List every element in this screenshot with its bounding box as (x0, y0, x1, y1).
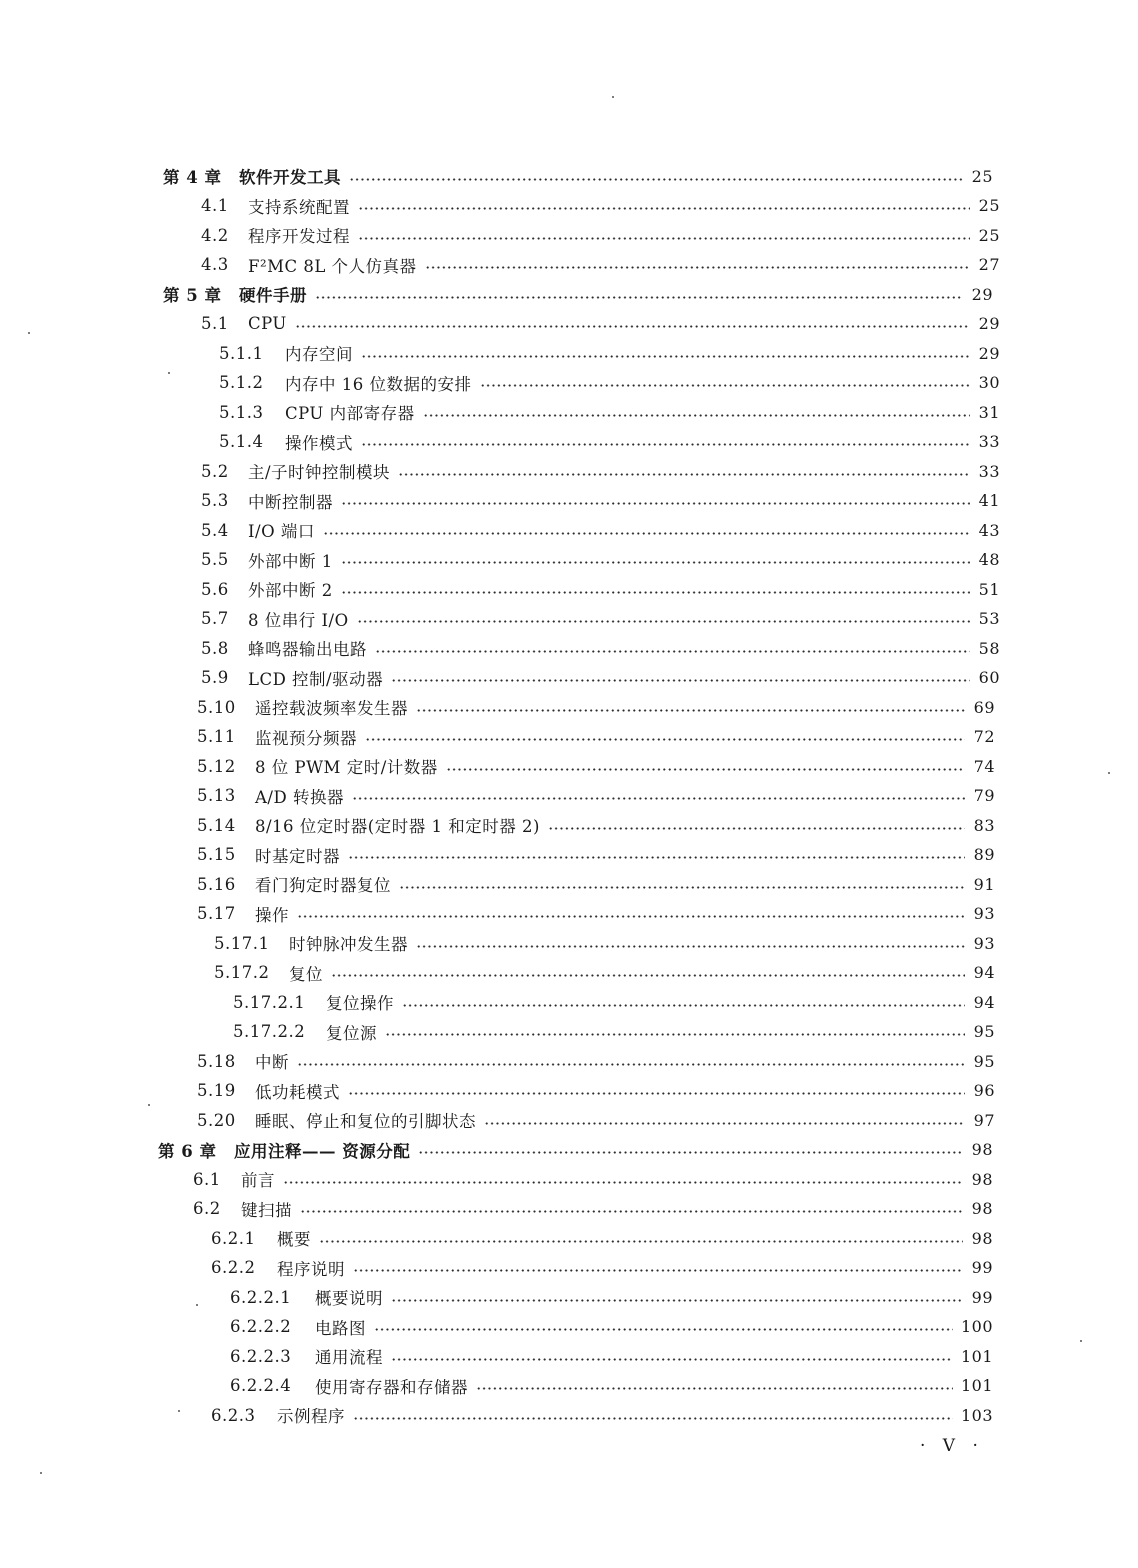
toc-entry-number: 6.2.2.2 (230, 1317, 292, 1336)
toc-entry-page: 100 (960, 1317, 993, 1336)
toc-entry[interactable] (197, 724, 995, 750)
toc-entry-number: 6.2.1 (211, 1228, 256, 1248)
toc-entry-number: 5.17.2.1 (233, 992, 306, 1012)
toc-entry-page: 97 (973, 1110, 995, 1130)
toc-entry-page: 33 (978, 432, 1000, 451)
scan-speck (168, 372, 170, 374)
toc-entry[interactable] (219, 370, 1000, 396)
toc-entry-title: 内存空间 (285, 345, 353, 364)
toc-entry[interactable] (197, 694, 995, 720)
dot-leader (480, 384, 971, 387)
toc-entry-page: 95 (973, 1022, 995, 1041)
toc-entry-number: 5.20 (197, 1110, 236, 1130)
toc-entry-page: 25 (978, 225, 1000, 245)
toc-entry-page: 99 (971, 1287, 993, 1307)
toc-entry[interactable] (197, 1107, 995, 1133)
toc-entry[interactable] (219, 429, 1000, 455)
toc-entry-page: 53 (978, 609, 1000, 628)
toc-entry-number: 5.17.2.2 (233, 1022, 306, 1041)
dot-leader (375, 650, 970, 653)
toc-entry-page: 98 (971, 1140, 993, 1159)
toc-entry-number: 5.1 (201, 314, 229, 333)
dot-leader (425, 266, 970, 269)
toc-entry-page: 72 (973, 727, 995, 746)
toc-entry[interactable] (197, 753, 995, 779)
toc-entry-page: 60 (978, 668, 1000, 687)
toc-entry-page: 41 (978, 491, 1000, 510)
toc-entry[interactable] (201, 193, 1000, 219)
toc-entry[interactable] (230, 1284, 993, 1310)
toc-entry[interactable] (214, 960, 995, 986)
toc-entry-page: 98 (971, 1169, 993, 1189)
toc-entry-number: 5.16 (197, 874, 236, 894)
toc-entry-title: 蜂鸣器输出电路 (248, 640, 367, 659)
toc-entry-number: 6.2.2.3 (230, 1346, 292, 1366)
toc-entry-title: 外部中断 2 (248, 581, 333, 600)
dot-leader (353, 1417, 953, 1420)
toc-entry-title: 复位 (289, 964, 323, 984)
toc-entry[interactable] (211, 1255, 993, 1281)
toc-entry[interactable] (201, 488, 1000, 514)
dot-leader (348, 1092, 965, 1095)
dot-leader (358, 237, 970, 240)
dot-leader (349, 178, 963, 181)
toc-entry-title: 通用流程 (315, 1348, 383, 1367)
toc-entry-page: 101 (960, 1346, 993, 1366)
toc-entry-title: 8 位 PWM 定时/计数器 (255, 758, 438, 777)
toc-entry-title: 时钟脉冲发生器 (289, 935, 408, 954)
toc-entry-title: I/O 端口 (248, 522, 315, 541)
toc-entry-number: 5.2 (201, 461, 229, 481)
toc-entry-title: 8 位串行 I/O (248, 610, 349, 630)
toc-entry[interactable] (201, 665, 1000, 691)
toc-entry-title: F²MC 8L 个人仿真器 (248, 256, 417, 276)
toc-entry[interactable] (197, 1048, 995, 1074)
scan-speck (148, 1104, 150, 1106)
toc-entry-page: 94 (973, 992, 995, 1012)
dot-leader (416, 709, 965, 712)
dot-leader (418, 1151, 963, 1154)
toc-entry-page: 27 (978, 255, 1000, 274)
toc-entry-title: 操作模式 (285, 433, 353, 453)
toc-entry-title: 硬件手册 (239, 286, 307, 305)
toc-entry-page: 96 (973, 1081, 995, 1100)
toc-entry-title: 前言 (241, 1171, 275, 1190)
dot-leader (323, 532, 970, 535)
dot-leader (399, 886, 965, 889)
toc-entry-page: 31 (978, 402, 1000, 422)
toc-entry-number: 6.1 (193, 1169, 221, 1189)
toc-entry-number: 5.17 (197, 904, 236, 923)
toc-entry[interactable] (201, 222, 1000, 248)
scan-speck (1108, 772, 1110, 774)
toc-entry-page: 48 (978, 550, 1000, 569)
toc-entry-title: CPU (248, 314, 287, 333)
toc-entry-title: 看门狗定时器复位 (255, 876, 391, 895)
dot-leader (374, 1328, 953, 1331)
toc-entry-page: 83 (973, 815, 995, 835)
toc-entry[interactable] (197, 783, 995, 809)
toc-entry-title: 监视预分频器 (255, 728, 357, 748)
dot-leader (402, 1004, 965, 1007)
toc-entry-title: 支持系统配置 (248, 197, 350, 217)
toc-entry-number: 第 6 章 (158, 1141, 217, 1161)
toc-entry-number: 5.5 (201, 550, 229, 569)
toc-entry-number: 5.10 (197, 697, 236, 717)
toc-entry-page: 95 (973, 1051, 995, 1071)
toc-entry-page: 29 (978, 343, 1000, 363)
toc-entry[interactable] (211, 1225, 993, 1251)
dot-leader (341, 591, 970, 594)
toc-entry[interactable] (197, 871, 995, 897)
toc-entry-title: 复位操作 (326, 994, 394, 1013)
toc-entry-number: 5.3 (201, 491, 229, 510)
toc-entry-page: 101 (960, 1376, 993, 1395)
toc-entry-page: 93 (973, 904, 995, 923)
toc-entry-page: 89 (973, 845, 995, 864)
toc-entry-page: 94 (973, 963, 995, 982)
dot-leader (315, 296, 963, 299)
toc-entry-title: 时基定时器 (255, 846, 340, 866)
toc-entry-title: 概要说明 (315, 1289, 383, 1308)
toc-entry[interactable] (211, 1402, 993, 1428)
toc-entry-page: 43 (978, 520, 1000, 540)
dot-leader (358, 207, 970, 210)
toc-entry-number: 第 4 章 (163, 168, 222, 187)
toc-entry[interactable] (201, 517, 1000, 543)
dot-leader (398, 473, 970, 476)
toc-entry-number: 5.11 (197, 727, 236, 746)
toc-entry-number: 5.9 (201, 668, 229, 687)
toc-entry-title: 中断控制器 (248, 492, 333, 512)
toc-entry-page: 79 (973, 786, 995, 805)
toc-entry-number: 5.1.2 (219, 373, 264, 392)
toc-entry[interactable] (230, 1343, 993, 1369)
scan-speck (612, 96, 614, 98)
dot-leader (341, 561, 970, 564)
toc-entry-title: 示例程序 (277, 1407, 345, 1426)
toc-entry-page: 25 (978, 196, 1000, 215)
toc-entry-page: 51 (978, 579, 1000, 599)
dot-leader (331, 974, 965, 977)
toc-entry-title: 低功耗模式 (255, 1082, 340, 1102)
toc-entry-number: 5.6 (201, 579, 229, 599)
toc-entry-number: 5.1.3 (219, 402, 264, 422)
toc-entry[interactable] (230, 1314, 993, 1340)
dot-leader (283, 1181, 963, 1184)
toc-entry-number: 5.14 (197, 815, 236, 835)
toc-entry[interactable] (233, 1019, 995, 1045)
toc-entry[interactable] (230, 1373, 993, 1399)
toc-entry-title: 遥控载波频率发生器 (255, 699, 408, 718)
toc-entry-title: 中断 (255, 1053, 289, 1072)
dot-leader (361, 443, 970, 446)
toc-entry-number: 5.4 (201, 520, 229, 540)
toc-entry-title: 应用注释—— 资源分配 (234, 1141, 411, 1161)
dot-leader (361, 355, 970, 358)
toc-entry-number: 6.2.2 (211, 1258, 256, 1277)
toc-entry-page: 58 (978, 638, 1000, 658)
toc-entry-number: 6.2.3 (211, 1405, 256, 1425)
toc-entry[interactable] (197, 1078, 995, 1104)
dot-leader (353, 1269, 963, 1272)
toc-entry-title: 概要 (277, 1230, 311, 1249)
toc-entry-number: 5.7 (201, 609, 229, 628)
scan-speck (196, 1304, 198, 1306)
toc-entry[interactable] (197, 812, 995, 838)
dot-leader (300, 1210, 963, 1213)
toc-entry-number: 5.1.4 (219, 432, 264, 451)
toc-entry-page: 93 (973, 933, 995, 953)
toc-entry-title: 程序开发过程 (248, 227, 350, 246)
toc-entry-title: A/D 转换器 (255, 787, 344, 807)
dot-leader (423, 414, 970, 417)
toc-entry-title: 软件开发工具 (239, 168, 341, 187)
toc-entry-number: 5.19 (197, 1081, 236, 1100)
dot-leader (341, 502, 970, 505)
scan-speck (1080, 1340, 1082, 1342)
toc-entry[interactable] (163, 163, 993, 189)
toc-entry-title: 键扫描 (241, 1200, 292, 1220)
toc-entry[interactable] (219, 340, 1000, 366)
toc-entry-page: 30 (978, 373, 1000, 392)
toc-entry-number: 4.3 (201, 255, 229, 274)
dot-leader (357, 620, 970, 623)
toc-entry-title: 睡眠、停止和复位的引脚状态 (255, 1112, 476, 1131)
toc-entry-page: 103 (960, 1405, 993, 1425)
scan-speck (28, 332, 30, 334)
toc-entry-title: 8/16 位定时器(定时器 1 和定时器 2) (255, 817, 540, 836)
toc-entry-number: 5.17.1 (214, 933, 270, 953)
toc-entry-title: 主/子时钟控制模块 (248, 463, 391, 482)
toc-entry-number: 6.2 (193, 1199, 221, 1218)
toc-entry[interactable] (201, 606, 1000, 632)
toc-entry-page: 99 (971, 1258, 993, 1277)
toc-entry-page: 69 (973, 697, 995, 717)
toc-entry-title: 复位源 (326, 1023, 377, 1043)
toc-entry[interactable] (201, 635, 1000, 661)
toc-entry-number: 5.13 (197, 786, 236, 805)
toc-entry-number: 4.2 (201, 225, 229, 245)
toc-entry-number: 5.8 (201, 638, 229, 658)
toc-entry[interactable] (201, 311, 1000, 337)
toc-entry-number: 6.2.2.4 (230, 1376, 292, 1395)
toc-entry-title: 内存中 16 位数据的安排 (285, 374, 472, 394)
dot-leader (365, 738, 965, 741)
toc-entry-number: 5.17.2 (214, 963, 270, 982)
toc-entry[interactable] (201, 576, 1000, 602)
toc-entry[interactable] (201, 252, 1000, 278)
toc-entry-title: CPU 内部寄存器 (285, 404, 415, 423)
toc-entry[interactable] (193, 1166, 993, 1192)
dot-leader (391, 1299, 963, 1302)
toc-entry-page: 33 (978, 461, 1000, 481)
dot-leader (391, 1358, 953, 1361)
toc-entry-number: 5.1.1 (219, 343, 264, 363)
toc-entry[interactable] (233, 989, 995, 1015)
dot-leader (484, 1122, 965, 1125)
toc-entry[interactable] (197, 901, 995, 927)
toc-entry-number: 第 5 章 (163, 286, 222, 305)
dot-leader (385, 1033, 965, 1036)
dot-leader (416, 945, 965, 948)
toc-entry-title: 使用寄存器和存储器 (315, 1377, 468, 1397)
dot-leader (391, 679, 970, 682)
toc-entry-number: 6.2.2.1 (230, 1287, 292, 1307)
dot-leader (297, 1063, 965, 1066)
toc-entry[interactable] (219, 399, 1000, 425)
toc-entry-number: 5.15 (197, 845, 236, 864)
dot-leader (297, 915, 965, 918)
toc-entry[interactable] (158, 1137, 993, 1163)
dot-leader (348, 856, 965, 859)
toc-entry-page: 74 (973, 756, 995, 776)
toc-entry-number: 5.12 (197, 756, 236, 776)
toc-entry[interactable] (197, 842, 995, 868)
dot-leader (295, 325, 970, 328)
scan-speck (178, 1410, 180, 1412)
toc-entry[interactable] (201, 547, 1000, 573)
toc-entry-title: 程序说明 (277, 1259, 345, 1279)
toc-entry-page: 98 (971, 1228, 993, 1248)
dot-leader (446, 768, 965, 771)
toc-entry-page: 29 (978, 314, 1000, 333)
toc-entry[interactable] (201, 458, 1000, 484)
page-number-footer: · V · (920, 1436, 984, 1456)
toc-entry-page: 91 (973, 874, 995, 894)
toc-entry-title: 电路图 (315, 1318, 366, 1338)
toc-entry-number: 4.1 (201, 196, 229, 215)
scan-speck (40, 1472, 42, 1474)
dot-leader (319, 1240, 963, 1243)
toc-entry[interactable] (214, 930, 995, 956)
toc-entry-number: 5.18 (197, 1051, 236, 1071)
toc-entry[interactable] (193, 1196, 993, 1222)
dot-leader (352, 797, 965, 800)
toc-entry-title: 操作 (255, 905, 289, 925)
dot-leader (476, 1387, 953, 1390)
toc-entry-page: 98 (971, 1199, 993, 1218)
toc-entry-page: 25 (971, 166, 993, 186)
toc-entry[interactable] (163, 281, 993, 307)
toc-entry-title: LCD 控制/驱动器 (248, 669, 384, 689)
toc-entry-title: 外部中断 1 (248, 551, 333, 571)
toc-entry-page: 29 (971, 284, 993, 304)
dot-leader (548, 827, 965, 830)
